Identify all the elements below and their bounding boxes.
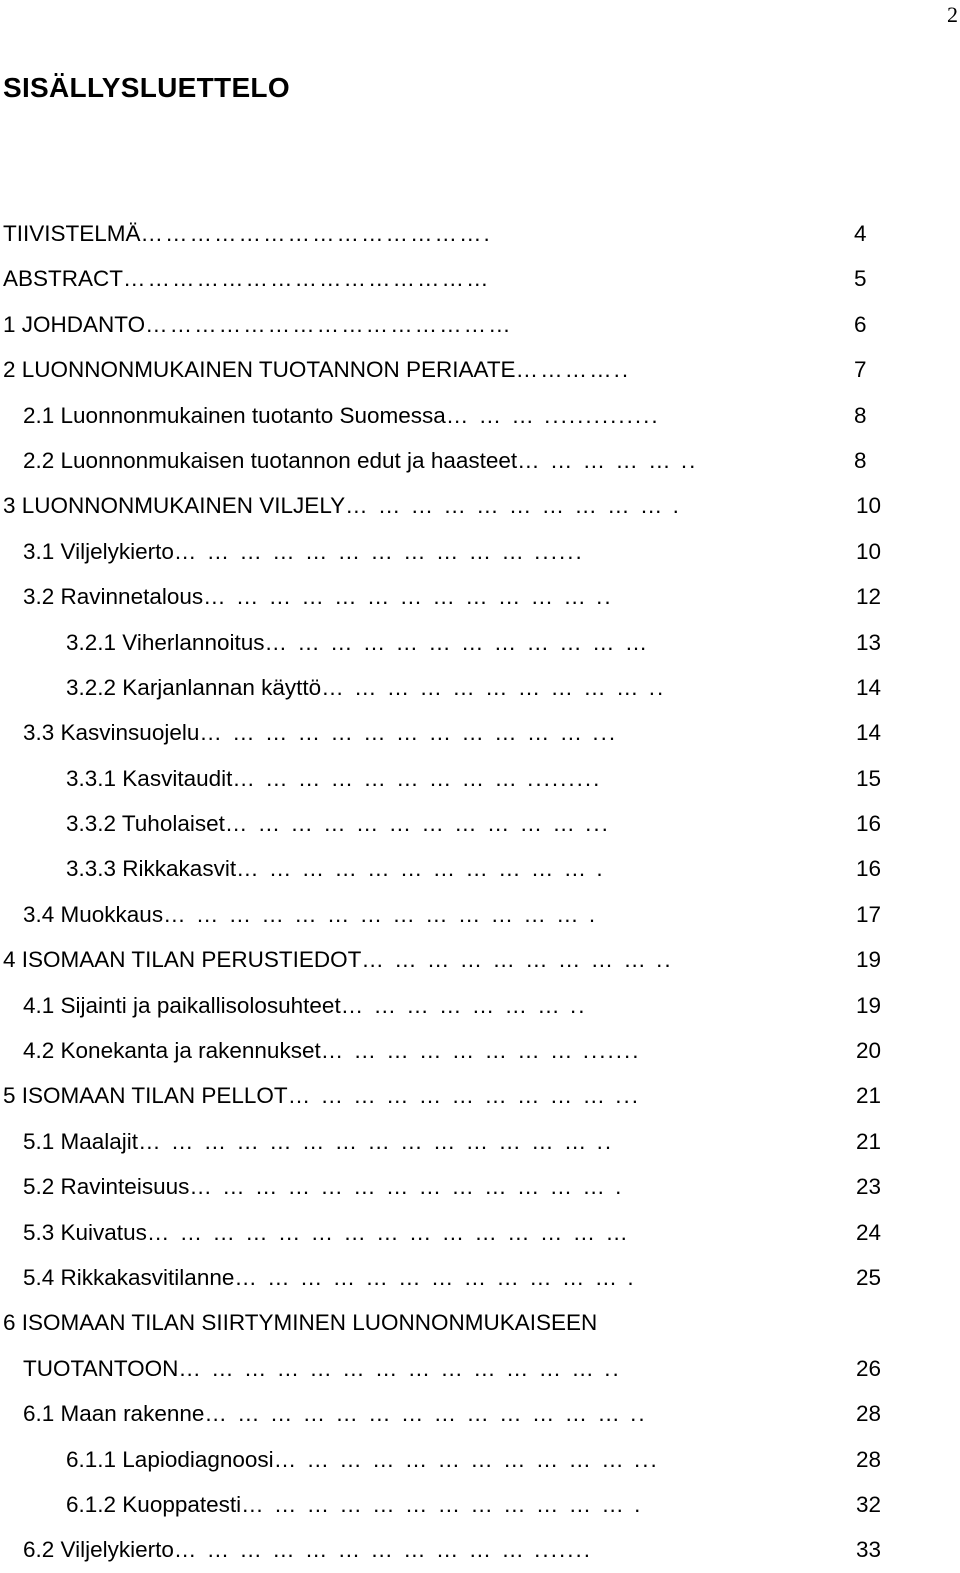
toc-entry-label: 5.4 Rikkakasvitilanne (23, 1264, 235, 1290)
toc-entry-leader: … … … … … … … … ....... (320, 1038, 641, 1064)
toc-entry[interactable] (0, 892, 960, 937)
toc-entry-page: 14 (856, 720, 882, 746)
toc-entry[interactable] (0, 1210, 960, 1255)
toc-entry[interactable] (0, 1164, 960, 1209)
toc-entry-leader: ……………………………………… (145, 311, 513, 337)
toc-entry[interactable] (0, 1300, 960, 1345)
toc-entry-leader: … … … … … … … … … … … … … .. (178, 1355, 621, 1381)
toc-entry[interactable] (0, 347, 960, 392)
toc-entry-page: 13 (856, 629, 882, 655)
toc-entry-label: 5 ISOMAAN TILAN PELLOT (3, 1083, 288, 1109)
toc-entry-leader: … … … … … … … … … … … … … . (163, 901, 598, 927)
toc-entry-leader: … … … … … … … … … … … ....... (173, 1537, 592, 1563)
toc-entry-leader: … … … … … … … … … … … ...... (173, 538, 584, 564)
toc-entry-leader: … … … … … … … … … … … … (264, 629, 650, 655)
toc-entry-leader: … … … … … … … … … … … … … .. (204, 1401, 647, 1427)
toc-entry-label: 4.1 Sijainti ja paikallisolosuhteet (23, 992, 341, 1018)
toc-entry-leader: ……………………………………. (140, 221, 492, 246)
toc-entry-leader: … … … … … .. (517, 447, 698, 473)
toc-entry[interactable] (0, 937, 960, 982)
toc-entry-page: 10 (856, 538, 882, 564)
toc-entry-label: 2.1 Luonnonmukainen tuotanto Suomessa (23, 402, 446, 428)
toc-entry-page: 8 (854, 402, 867, 428)
toc-entry-label: 4 ISOMAAN TILAN PERUSTIEDOT (3, 947, 362, 973)
toc-entry-label: 3.4 Muokkaus (23, 901, 164, 927)
toc-entry-leader: … … … … … … … … … … … … ... (199, 720, 618, 746)
toc-entry-page: 16 (856, 856, 882, 882)
toc-entry-leader: … … … … … … … … … .. (361, 947, 673, 973)
toc-entry-leader: … … … … … … … … … … ... (287, 1083, 640, 1109)
toc-entry-leader: … … … … … … … … … … … ... (224, 811, 610, 837)
toc-entry-page: 25 (856, 1264, 882, 1290)
toc-list (0, 211, 960, 1573)
toc-entry[interactable] (0, 1073, 960, 1118)
toc-entry-page: 16 (856, 811, 882, 837)
toc-entry[interactable] (0, 211, 960, 256)
toc-entry[interactable] (0, 393, 960, 438)
toc-entry-leader: … … … … … … … … … … … … … … … (146, 1219, 630, 1245)
toc-entry-leader: … … … .............. (445, 402, 660, 428)
toc-entry-label: 2 LUONNONMUKAINEN TUOTANNON PERIAATE (3, 357, 516, 383)
toc-entry[interactable] (0, 620, 960, 665)
toc-entry-label: 5.1 Maalajit (23, 1128, 139, 1154)
toc-entry[interactable] (0, 801, 960, 846)
toc-entry-label: 5.2 Ravinteisuus (23, 1174, 190, 1200)
toc-entry-label: 3.3.2 Tuholaiset (66, 811, 225, 837)
toc-entry[interactable] (0, 1028, 960, 1073)
toc-entry-page: 28 (856, 1446, 882, 1472)
toc-entry-page: 23 (856, 1174, 882, 1200)
toc-title: SISÄLLYSLUETTELO (3, 72, 290, 103)
toc-entry-label: 3.2 Ravinnetalous (23, 584, 204, 610)
toc-entry-leader: ……………………………………… (123, 266, 491, 292)
toc-entry-leader: … … … … … … … … … ......... (232, 765, 602, 791)
toc-entry[interactable] (0, 983, 960, 1028)
toc-entry-page: 19 (856, 947, 882, 973)
toc-entry-page: 14 (856, 674, 882, 700)
toc-entry[interactable] (0, 1482, 960, 1527)
toc-entry[interactable] (0, 256, 960, 301)
toc-entry[interactable] (0, 756, 960, 801)
toc-entry-leader: ………….. (515, 357, 631, 383)
toc-entry-leader: … … … … … … … .. (340, 992, 587, 1018)
toc-entry-label: 3.3.3 Rikkakasvit (66, 856, 237, 882)
toc-entry-page: 24 (856, 1219, 882, 1245)
toc-entry-page: 26 (856, 1355, 882, 1381)
toc-entry-leader: … … … … … … … … … … … ... (273, 1446, 659, 1472)
toc-entry-label: 6.2 Viljelykierto (23, 1537, 174, 1563)
toc-entry[interactable] (0, 529, 960, 574)
toc-entry-page: 19 (856, 992, 882, 1018)
toc-entry-page: 28 (856, 1401, 882, 1427)
toc-entry-leader: … … … … … … … … … … . (345, 493, 681, 519)
toc-entry-page: 7 (854, 357, 867, 383)
toc-entry[interactable] (0, 438, 960, 483)
toc-entry-label: 3.3 Kasvinsuojelu (23, 720, 200, 746)
toc-entry[interactable] (0, 483, 960, 528)
toc-entry-page: 6 (854, 311, 867, 337)
toc-entry-page: 4 (854, 221, 867, 246)
toc-entry-page: 17 (856, 901, 882, 927)
toc-entry-label: 3.1 Viljelykierto (23, 538, 174, 564)
toc-entry-page: 32 (856, 1491, 882, 1517)
toc-entry-label: 4.2 Konekanta ja rakennukset (23, 1038, 321, 1064)
toc-entry-label: 6 ISOMAAN TILAN SIIRTYMINEN LUONNONMUKAISEEN (3, 1310, 598, 1336)
toc-entry-label: ABSTRACT (3, 266, 124, 292)
toc-entry[interactable] (0, 1391, 960, 1436)
toc-entry-leader: … … … … … … … … … … .. (321, 674, 666, 700)
toc-entry-leader: … … … … … … … … … … … … … … .. (138, 1128, 614, 1154)
toc-entry-label: 2.2 Luonnonmukaisen tuotannon edut ja haasteet (23, 447, 518, 473)
toc-entry-page: 33 (856, 1537, 882, 1563)
toc-entry-page: 5 (854, 266, 867, 292)
toc-entry[interactable] (0, 1255, 960, 1300)
toc-entry[interactable] (0, 1119, 960, 1164)
toc-entry[interactable] (0, 846, 960, 891)
toc-entry-label: 3 LUONNONMUKAINEN VILJELY (3, 493, 346, 519)
toc-entry-page: 8 (854, 447, 867, 473)
toc-entry-label: 6.1.2 Kuoppatesti (66, 1491, 242, 1517)
page-number: 2 (947, 2, 958, 27)
toc-entry[interactable] (0, 574, 960, 619)
toc-entry-label: TUOTANTOON (23, 1355, 179, 1381)
toc-entry[interactable] (0, 665, 960, 710)
toc-entry-label: 3.3.1 Kasvitaudit (66, 765, 233, 791)
toc-entry-leader: … … … … … … … … … … … … . (241, 1491, 643, 1517)
toc-entry-page: 10 (856, 493, 882, 519)
toc-entry-label: 1 JOHDANTO (3, 311, 146, 337)
toc-entry-leader: … … … … … … … … … … … … . (234, 1264, 636, 1290)
toc-entry-label: 3.2.1 Viherlannoitus (66, 629, 265, 655)
toc-entry-leader: … … … … … … … … … … … . (236, 856, 605, 882)
toc-entry-leader: … … … … … … … … … … … … … . (189, 1174, 624, 1200)
toc-entry-label: 6.1.1 Lapiodiagnoosi (66, 1446, 274, 1472)
toc-entry[interactable] (0, 1527, 960, 1572)
toc-entry-page: 21 (856, 1083, 882, 1109)
toc-entry[interactable] (0, 1346, 960, 1391)
toc-entry-page: 12 (856, 584, 882, 610)
toc-entry-page: 15 (856, 765, 882, 791)
toc-entry-label: 6.1 Maan rakenne (23, 1401, 205, 1427)
toc-entry[interactable] (0, 302, 960, 347)
toc-entry[interactable] (0, 1437, 960, 1482)
toc-entry-label: 5.3 Kuivatus (23, 1219, 147, 1245)
toc-entry-label: TIIVISTELMÄ (3, 221, 141, 246)
toc-entry-leader: … … … … … … … … … … … … .. (203, 584, 613, 610)
toc-entry[interactable] (0, 710, 960, 755)
toc-entry-label: 3.2.2 Karjanlannan käyttö (66, 674, 322, 700)
toc-entry-page: 21 (856, 1128, 882, 1154)
toc-entry-page: 20 (856, 1038, 882, 1064)
